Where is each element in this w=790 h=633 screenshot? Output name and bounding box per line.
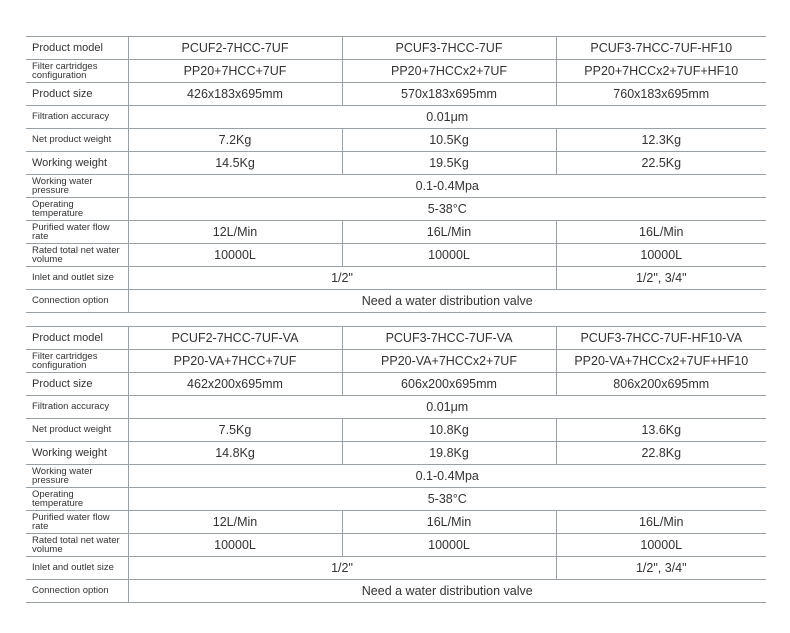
spec-value: 10000L — [128, 244, 342, 267]
spec-row-operating-temperature — [26, 488, 766, 511]
spec-row-purified-water-flow-rate — [26, 221, 766, 244]
spec-value: PCUF3-7HCC-7UF-HF10 — [556, 37, 766, 60]
spec-row-net-product-weight — [26, 419, 766, 442]
spec-row-connection-option — [26, 290, 766, 313]
spec-value: 570x183x695mm — [342, 83, 556, 106]
spec-row-filter-cartridges-configuration — [26, 60, 766, 83]
spec-value: 0.01μm — [128, 106, 766, 129]
spec-row-net-product-weight — [26, 129, 766, 152]
spec-value: 10000L — [128, 534, 342, 557]
spec-label: Filtration accuracy — [26, 396, 128, 419]
spec-label: Operating temperature — [26, 488, 128, 511]
spec-label: Net product weight — [26, 129, 128, 152]
spec-row-working-weight — [26, 442, 766, 465]
spec-value: PP20+7HCCx2+7UF — [342, 60, 556, 83]
spec-table-standard — [26, 36, 766, 313]
spec-row-inlet-and-outlet-size — [26, 267, 766, 290]
spec-label: Working water pressure — [26, 465, 128, 488]
spec-value: 760x183x695mm — [556, 83, 766, 106]
spec-value: 606x200x695mm — [342, 373, 556, 396]
spec-label: Product size — [26, 373, 128, 396]
spec-label: Inlet and outlet size — [26, 557, 128, 580]
spec-value: 5-38°C — [128, 198, 766, 221]
spec-value: 10.8Kg — [342, 419, 556, 442]
spec-value: 5-38°C — [128, 488, 766, 511]
spec-label: Connection option — [26, 290, 128, 313]
spec-label: Inlet and outlet size — [26, 267, 128, 290]
spec-value: 10000L — [556, 244, 766, 267]
spec-label: Filter cartridges configuration — [26, 60, 128, 83]
spec-value: PCUF3-7HCC-7UF-VA — [342, 327, 556, 350]
spec-value: 12L/Min — [128, 221, 342, 244]
spec-value: 12L/Min — [128, 511, 342, 534]
spec-label: Purified water flow rate — [26, 511, 128, 534]
spec-value: 16L/Min — [342, 511, 556, 534]
spec-label: Rated total net water volume — [26, 244, 128, 267]
spec-row-operating-temperature — [26, 198, 766, 221]
spec-row-inlet-and-outlet-size — [26, 557, 766, 580]
spec-label: Product model — [26, 327, 128, 350]
spec-value: 7.5Kg — [128, 419, 342, 442]
spec-value: 12.3Kg — [556, 129, 766, 152]
spec-value: PCUF3-7HCC-7UF — [342, 37, 556, 60]
spec-value: 22.8Kg — [556, 442, 766, 465]
spec-label: Connection option — [26, 580, 128, 603]
spec-row-product-model — [26, 37, 766, 60]
spec-row-product-model — [26, 327, 766, 350]
spec-value: 1/2" — [128, 557, 556, 580]
spec-value: 426x183x695mm — [128, 83, 342, 106]
spec-row-product-size — [26, 373, 766, 396]
spec-row-filtration-accuracy — [26, 106, 766, 129]
spec-value: 14.8Kg — [128, 442, 342, 465]
spec-value: Need a water distribution valve — [128, 290, 766, 313]
spec-value: PP20-VA+7HCCx2+7UF+HF10 — [556, 350, 766, 373]
spec-table-va — [26, 326, 766, 603]
spec-value: 1/2", 3/4" — [556, 557, 766, 580]
spec-value: 806x200x695mm — [556, 373, 766, 396]
spec-value: 10000L — [342, 244, 556, 267]
spec-label: Rated total net water volume — [26, 534, 128, 557]
spec-row-filter-cartridges-configuration — [26, 350, 766, 373]
spec-value: 0.1-0.4Mpa — [128, 175, 766, 198]
spec-label: Working weight — [26, 152, 128, 175]
spec-label: Purified water flow rate — [26, 221, 128, 244]
spec-row-product-size — [26, 83, 766, 106]
spec-value: 1/2", 3/4" — [556, 267, 766, 290]
spec-label: Filtration accuracy — [26, 106, 128, 129]
spec-value: 0.01μm — [128, 396, 766, 419]
spec-value: 16L/Min — [556, 511, 766, 534]
spec-row-working-water-pressure — [26, 175, 766, 198]
spec-label: Operating temperature — [26, 198, 128, 221]
spec-value: 10000L — [342, 534, 556, 557]
spec-value: 16L/Min — [556, 221, 766, 244]
spec-value: 462x200x695mm — [128, 373, 342, 396]
spec-value: PP20+7HCC+7UF — [128, 60, 342, 83]
spec-value: PP20-VA+7HCCx2+7UF — [342, 350, 556, 373]
spec-value: PP20+7HCCx2+7UF+HF10 — [556, 60, 766, 83]
spec-value: 0.1-0.4Mpa — [128, 465, 766, 488]
spec-value: 13.6Kg — [556, 419, 766, 442]
spec-row-rated-total-net-water-volume — [26, 244, 766, 267]
spec-value: 16L/Min — [342, 221, 556, 244]
spec-value: PCUF2-7HCC-7UF-VA — [128, 327, 342, 350]
spec-value: 1/2" — [128, 267, 556, 290]
spec-label: Product size — [26, 83, 128, 106]
spec-value: 19.5Kg — [342, 152, 556, 175]
spec-label: Product model — [26, 37, 128, 60]
spec-value: 10.5Kg — [342, 129, 556, 152]
spec-label: Net product weight — [26, 419, 128, 442]
spec-value: 22.5Kg — [556, 152, 766, 175]
spec-label: Filter cartridges configuration — [26, 350, 128, 373]
spec-label: Working weight — [26, 442, 128, 465]
spec-value: 14.5Kg — [128, 152, 342, 175]
spec-row-purified-water-flow-rate — [26, 511, 766, 534]
spec-value: 19.8Kg — [342, 442, 556, 465]
spec-row-filtration-accuracy — [26, 396, 766, 419]
spec-value: 10000L — [556, 534, 766, 557]
spec-value: PCUF3-7HCC-7UF-HF10-VA — [556, 327, 766, 350]
spec-row-working-weight — [26, 152, 766, 175]
spec-value: 7.2Kg — [128, 129, 342, 152]
spec-value: PP20-VA+7HCC+7UF — [128, 350, 342, 373]
spec-row-connection-option — [26, 580, 766, 603]
spec-row-working-water-pressure — [26, 465, 766, 488]
spec-value: PCUF2-7HCC-7UF — [128, 37, 342, 60]
spec-row-rated-total-net-water-volume — [26, 534, 766, 557]
spec-value: Need a water distribution valve — [128, 580, 766, 603]
spec-label: Working water pressure — [26, 175, 128, 198]
